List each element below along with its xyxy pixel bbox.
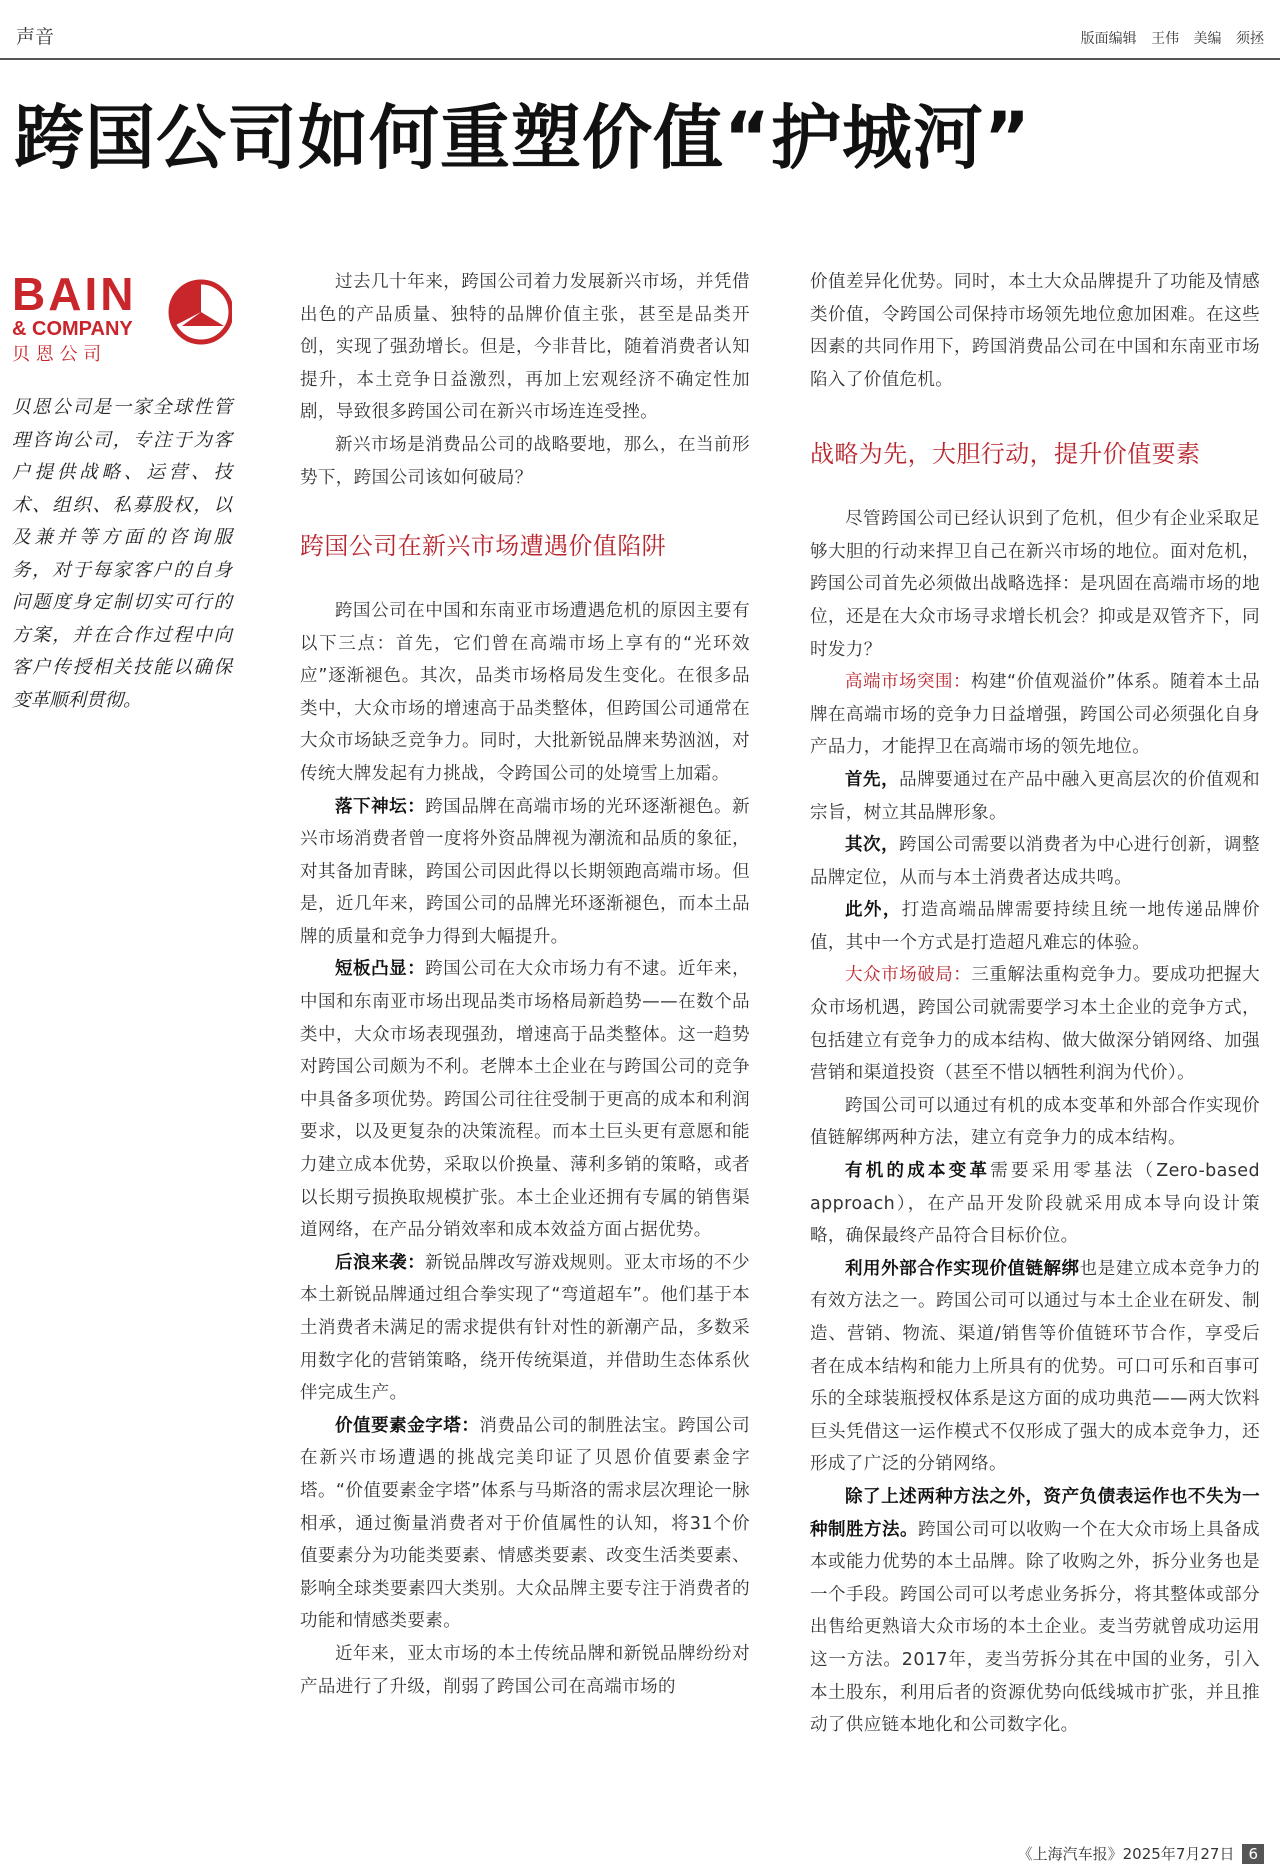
section-heading: 跨国公司在新兴市场遭遇价值陷阱 [300,532,666,561]
paragraph [300,1247,750,1410]
paragraph [810,1253,1260,1481]
paragraph: 新兴市场是消费品公司的战略要地，那么，在当前形势下，跨国公司该如何破局？ [300,434,750,488]
paragraph [300,791,750,954]
lead-in: 除了上述两种方法之外，资产负债表运作也不失为一种制胜方法。 [810,1486,1260,1540]
paragraph [810,666,1260,764]
lead-in: 价值要素金字塔： [335,1415,480,1436]
paragraph-body: 也是建立成本竞争力的有效方法之一。跨国公司可以通过与本土企业在研发、制造、营销、物流、渠道/销售等价值链环节合作，享受后者在成本结构和能力上所具有的优势。可口可乐和百事可乐的全球装瓶授权体系是这方面的成功典范——两大饮料巨头凭借这一运作模式不仅形成了强大的成本竞争力，还形成了广泛的分销网络。 [810,1258,1261,1475]
lead-in: 高端市场突围： [845,672,971,693]
paragraph: 价值差异化优势。同时，本土大众品牌提升了功能及情感类价值，令跨国公司保持市场领先地位愈加困难。在这些因素的共同作用下，跨国消费品公司在中国和东南亚市场陷入了价值危机。 [810,272,1260,390]
paragraph-body: 跨国公司可以收购一个在大众市场上具备成本或能力优势的本土品牌。除了收购之外，拆分业务也是一个手段。跨国公司可以考虑业务拆分，将其整体或部分出售给更熟谙大众市场的本土企业。麦当劳就曾成功运用这一方法。2017年，麦当劳拆分其在中国的业务，引入本土股东，利用后者的资源优势向低线城市扩张，并且推动了供应链本地化和公司数字化。 [810,1519,1260,1736]
logo-cn-text: 贝 恩 公 司 [12,344,102,365]
lead-in: 首先， [845,769,900,790]
section-heading: 战略为先，大胆行动，提升价值要素 [810,440,1201,469]
paragraph [810,959,1260,1089]
column-2 [810,266,1260,1742]
logo-company-text: & COMPANY [12,318,133,340]
paragraph-body: 三重解法重构竞争力。要成功把握大众市场机遇，跨国公司就需要学习本土企业的竞争方式，包括建立有竞争力的成本结构、做大做深分销网络、加强营销和渠道投资（甚至不惜以牺牲利润为代价）。 [810,965,1260,1084]
paragraph-body: 打造高端品牌需要持续且统一地传递品牌价值，其中一个方式是打造超凡难忘的体验。 [810,900,1260,953]
editor-label: 版面编辑 [1080,31,1137,47]
lead-in: 其次， [845,835,900,856]
paragraph-body: 消费品公司的制胜法宝。跨国公司在新兴市场遭遇的挑战完美印证了贝恩价值要素金字塔。“价值要素金字塔”体系与马斯洛的需求层次理论一脉相承，通过衡量消费者对于价值属性的认知，将31个价值要素分为功能类要素、情感类要素、改变生活类要素、影响全球类要素四大类别。大众品牌主要专注于消费者的功能和情感类要素。 [300,1415,751,1632]
column-1 [300,266,750,1703]
paragraph [810,894,1260,959]
paragraph [300,953,750,1246]
article-title: 跨国公司如何重塑价值“护城河” [14,97,1032,179]
bain-logo [12,268,232,366]
paragraph-body: 跨国品牌在高端市场的光环逐渐褪色。新兴市场消费者曾一度将外资品牌视为潮流和品质的象征，对其备加青睐，跨国公司因此得以长期领跑高端市场。但是，近几年来，跨国公司的品牌光环逐渐褪色，而本土品牌的质量和竞争力得到大幅提升。 [300,796,750,947]
logo-mark-icon [171,282,231,342]
paragraph: 跨国公司在中国和东南亚市场遭遇危机的原因主要有以下三点：首先，它们曾在高端市场上享有的“光环效应”逐渐褪色。其次，品类市场格局发生变化。在很多品类中，大众市场的增速高于品类整体，但跨国公司通常在大众市场缺乏竞争力。同时，大批新锐品牌来势汹汹，对传统大牌发起有力挑战，令跨国公司的处境雪上加霜。 [300,600,750,784]
company-intro: 贝恩公司是一家全球性管理咨询公司，专注于为客户提供战略、运营、技术、组织、私募股权，以及兼并等方面的咨询服务，对于每家客户的自身问题度身定制切实可行的方案，并在合作过程中向客户传授相关技能以确保变革顺利贯彻。 [12,397,232,711]
lead-in: 此外， [845,900,902,921]
newspaper-date: 《上海汽车报》2025年7月27日 [1017,1845,1235,1863]
paragraph: 过去几十年来，跨国公司着力发展新兴市场，并凭借出色的产品质量、独特的品牌价值主张，甚至是品类开创，实现了强劲增长。但是，今非昔比，随着消费者认知提升，本土竞争日益激烈，再加上宏观经济不确定性加剧，导致很多跨国公司在新兴市场连连受挫。 [300,272,750,423]
paragraph-body: 跨国公司在大众市场力有不逮。近年来，中国和东南亚市场出现品类市场格局新趋势——在数个品类中，大众市场表现强劲，增速高于品类整体。这一趋势对跨国公司颇为不利。老牌本土企业在与跨国公司的竞争中具备多项优势。跨国公司往往受制于更高的成本和利润要求，以及更复杂的决策流程。而本土巨头更有意愿和能力建立成本优势，采取以价换量、薄利多销的策略，或者以长期亏损换取规模扩张。本土企业还拥有专属的销售渠道网络，在产品分销效率和成本效益方面占据优势。 [300,959,750,1241]
paragraph: 尽管跨国公司已经认识到了危机，但少有企业采取足够大胆的行动来捍卫自己在新兴市场的地位。面对危机，跨国公司首先必须做出战略选择：是巩固在高端市场的地位，还是在大众市场寻求增长机会？抑或是双管齐下，同时发力？ [810,509,1260,660]
credits [1071,28,1264,48]
page-header [0,0,1280,60]
paragraph [810,764,1260,829]
page-number: 6 [1242,1844,1264,1864]
lead-in: 有机的成本变革 [845,1161,991,1182]
section-name: 声音 [16,26,55,48]
lead-in: 短板凸显： [335,959,426,980]
paragraph-body: 品牌要通过在产品中融入更高层次的价值观和宗旨，树立其品牌形象。 [810,769,1261,823]
lead-in: 落下神坛： [335,796,426,817]
lead-in: 大众市场破局： [845,965,972,986]
designer-name: 须拯 [1236,31,1264,47]
paragraph [810,1155,1260,1253]
paragraph [810,1481,1260,1742]
logo-bain-text: BAIN [12,268,137,320]
paragraph [300,1410,750,1638]
paragraph-body: 构建“价值观溢价”体系。随着本土品牌在高端市场的竞争力日益增强，跨国公司必须强化自身产品力，才能捍卫在高端市场的领先地位。 [810,672,1260,758]
paragraph-body: 需要采用零基法（Zero-based approach），在产品开发阶段就采用成本导向设计策略，确保最终产品符合目标价位。 [810,1161,1260,1247]
paragraph [810,829,1260,894]
lead-in: 后浪来袭： [335,1252,426,1273]
paragraph: 跨国公司可以通过有机的成本变革和外部合作实现价值链解绑两种方法，建立有竞争力的成本结构。 [810,1095,1260,1149]
page-footer [1018,1843,1264,1864]
editor-name: 王伟 [1151,31,1180,47]
lead-in: 利用外部合作实现价值链解绑 [845,1258,1080,1279]
paragraph: 近年来，亚太市场的本土传统品牌和新锐品牌纷纷对产品进行了升级，削弱了跨国公司在高端市场的 [300,1643,750,1697]
paragraph-body: 跨国公司需要以消费者为中心进行创新，调整品牌定位，从而与本土消费者达成共鸣。 [810,835,1261,888]
paragraph-body: 新锐品牌改写游戏规则。亚太市场的不少本土新锐品牌通过组合拳实现了“弯道超车”。他们基于本土消费者未满足的需求提供有针对性的新潮产品，多数采用数字化的营销策略，绕开传统渠道，并借助生态体系伙伴完成生产。 [300,1252,750,1404]
designer-label: 美编 [1193,31,1222,47]
